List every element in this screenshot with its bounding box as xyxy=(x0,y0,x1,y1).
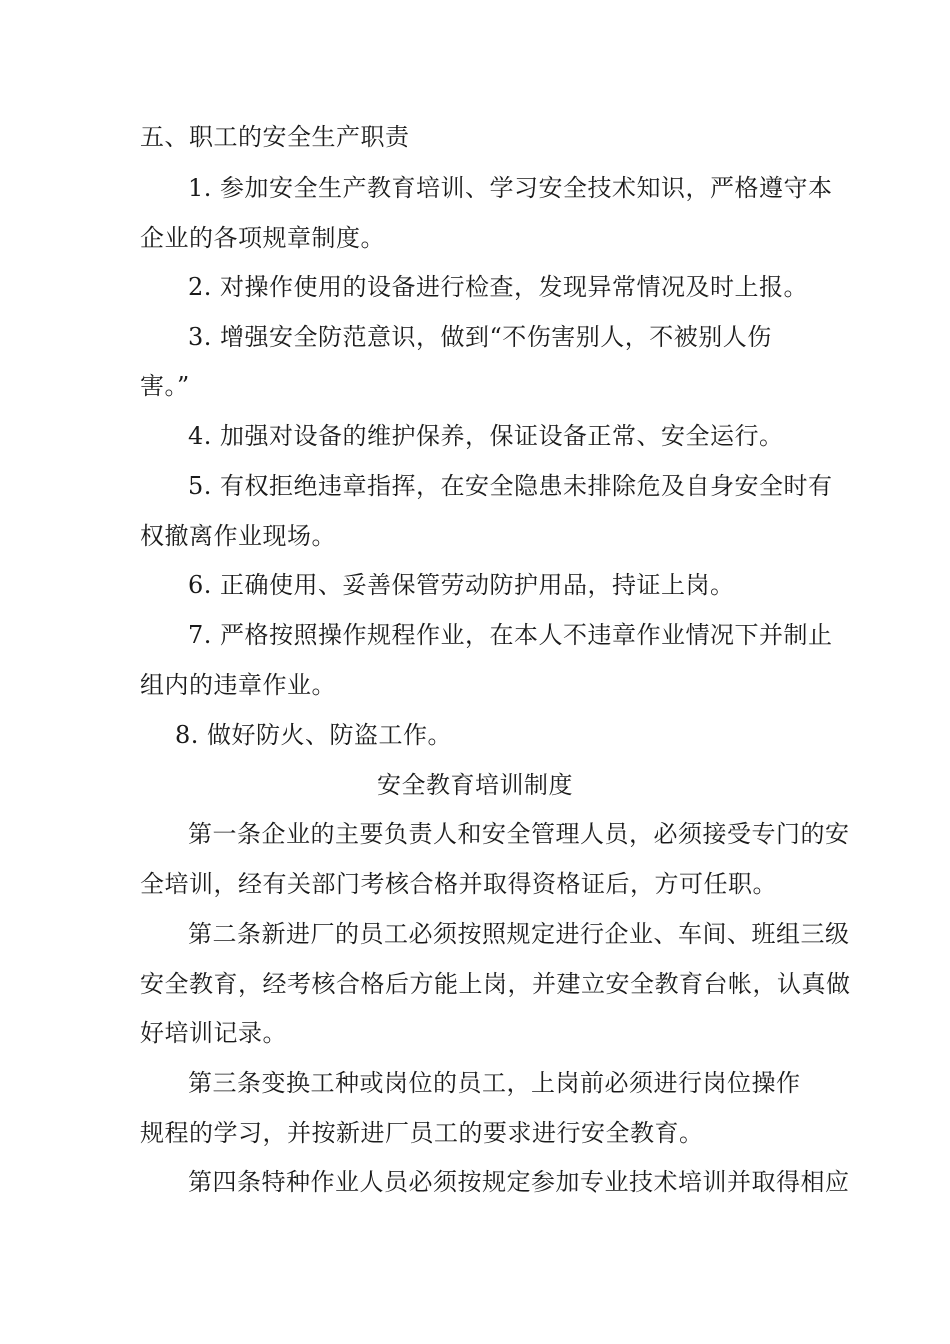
item-2-line-1: 2. 对操作使用的设备进行检查，发现异常情况及时上报。 xyxy=(188,273,809,301)
article-2-line-3: 好培训记录。 xyxy=(140,1019,287,1047)
article-2-line-2: 安全教育，经考核合格后方能上岗，并建立安全教育台帐，认真做 xyxy=(140,970,851,998)
item-1-line-1: 1. 参加安全生产教育培训、学习安全技术知识，严格遵守本 xyxy=(188,174,833,202)
article-3-line-1: 第三条变换工种或岗位的员工，上岗前必须进行岗位操作 xyxy=(188,1069,801,1097)
item-7-line-1: 7. 严格按照操作规程作业，在本人不违章作业情况下并制止 xyxy=(188,621,833,649)
item-5-line-2: 权撤离作业现场。 xyxy=(140,522,336,550)
subtitle: 安全教育培训制度 xyxy=(377,771,573,799)
item-8-line-1: 8. 做好防火、防盗工作。 xyxy=(175,721,453,749)
article-1-line-2: 全培训，经有关部门考核合格并取得资格证后，方可任职。 xyxy=(140,870,777,898)
item-7-line-2: 组内的违章作业。 xyxy=(140,671,336,699)
item-4-line-1: 4. 加强对设备的维护保养，保证设备正常、安全运行。 xyxy=(188,422,784,450)
item-5-line-1: 5. 有权拒绝违章指挥，在安全隐患未排除危及自身安全时有 xyxy=(188,472,833,500)
article-1-line-1: 第一条企业的主要负责人和安全管理人员，必须接受专门的安 xyxy=(188,820,850,848)
section-heading: 五、职工的安全生产职责 xyxy=(140,123,410,151)
article-3-line-2: 规程的学习，并按新进厂员工的要求进行安全教育。 xyxy=(140,1119,704,1147)
item-3-line-2: 害。” xyxy=(140,372,190,400)
item-1-line-2: 企业的各项规章制度。 xyxy=(140,224,385,252)
article-2-line-1: 第二条新进厂的员工必须按照规定进行企业、车间、班组三级 xyxy=(188,920,850,948)
article-4-line-1: 第四条特种作业人员必须按规定参加专业技术培训并取得相应 xyxy=(188,1168,850,1196)
item-3-line-1: 3. 增强安全防范意识，做到“不伤害别人，不被别人伤 xyxy=(188,323,772,351)
item-6-line-1: 6. 正确使用、妥善保管劳动防护用品，持证上岗。 xyxy=(188,571,735,599)
